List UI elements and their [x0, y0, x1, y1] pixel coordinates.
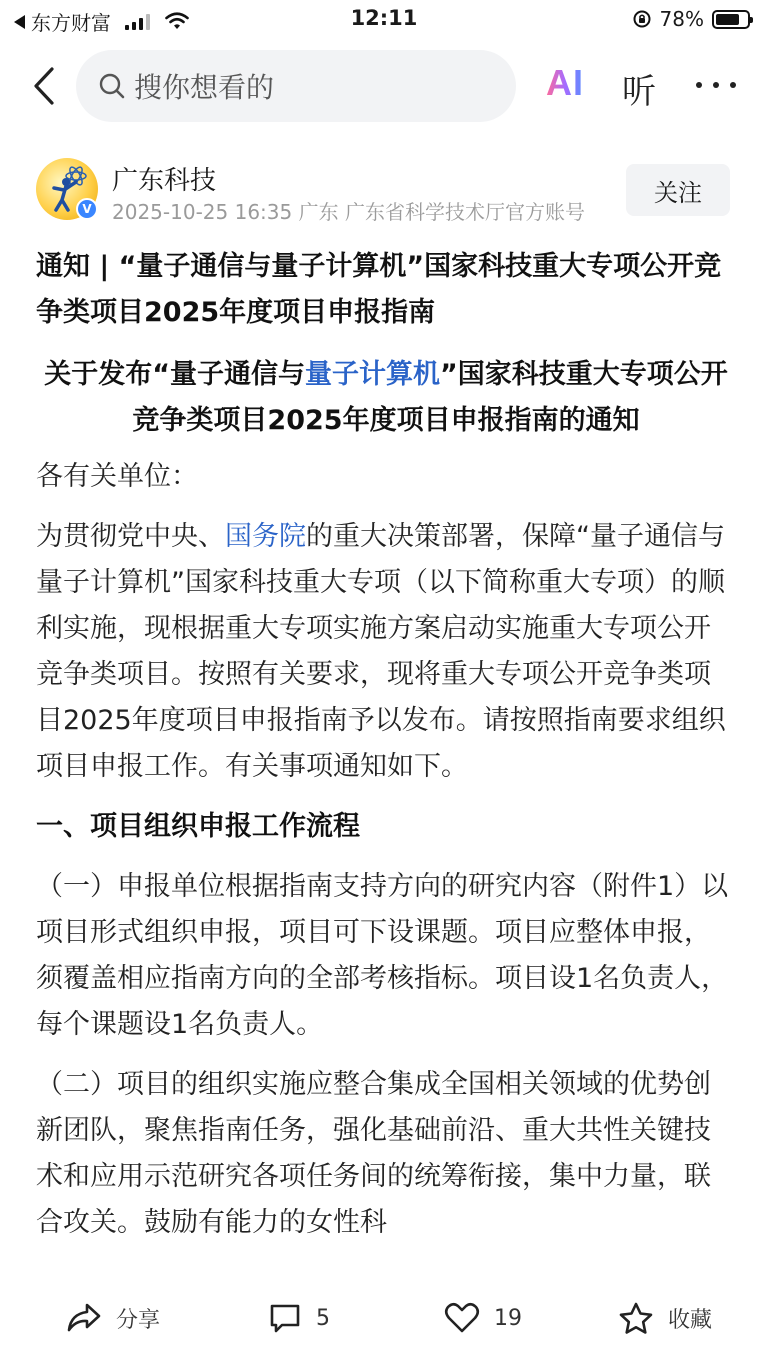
battery-percent: 78%	[659, 7, 704, 31]
author-name[interactable]: 广东科技	[112, 166, 217, 196]
back-app-label: 东方财富	[31, 11, 111, 35]
notice-title-post: ”国家科技重大专项公开竞争类项目2025年度项目申报指南的通知	[132, 359, 728, 436]
back-to-app[interactable]	[14, 7, 190, 36]
search-icon	[98, 72, 126, 100]
author-meta: 2025-10-25 16:35 广东 广东省科学技术厅官方账号	[112, 200, 585, 224]
status-right	[632, 7, 750, 31]
section-heading: 一、项目组织申报工作流程	[36, 811, 360, 842]
notice-title-pre: 关于发布“量子通信与	[44, 359, 305, 390]
more-options-button[interactable]	[696, 68, 736, 102]
state-council-link[interactable]: 国务院	[225, 521, 306, 552]
notice-title	[36, 352, 736, 444]
search-input[interactable]	[76, 50, 516, 122]
paragraph-2: （二）项目的组织实施应整合集成全国相关领域的优势创新团队，聚焦指南任务，强化基础前沿、重大共性关键技术和应用示范研究各项任务间的统筹衔接，集中力量，联合攻关。鼓励有能力的女性科	[36, 1069, 711, 1238]
article-headline: 通知 | “量子通信与量子计算机”国家科技重大专项公开竞争类项目2025年度项目申报指南	[36, 251, 722, 328]
favorite-button[interactable]	[618, 1298, 712, 1338]
follow-button[interactable]: 关注	[626, 164, 730, 216]
greeting: 各有关单位：	[36, 461, 198, 492]
cellular-signal-icon	[125, 14, 150, 30]
quantum-computer-link[interactable]: 量子计算机	[305, 359, 440, 390]
like-button[interactable]	[444, 1298, 522, 1338]
more-dot	[696, 82, 702, 88]
search-placeholder: 搜你想看的	[134, 71, 275, 104]
like-count: 19	[494, 1305, 522, 1331]
wifi-icon	[164, 12, 190, 31]
more-dot	[713, 82, 719, 88]
share-icon	[66, 1302, 102, 1334]
star-icon	[618, 1301, 654, 1335]
comment-count: 5	[316, 1305, 330, 1331]
status-bar	[0, 0, 768, 40]
clock: 12:11	[350, 6, 418, 30]
comment-icon	[268, 1302, 302, 1334]
listen-button[interactable]: 听	[622, 72, 656, 112]
intro-post: 的重大决策部署，保障“量子通信与量子计算机”国家科技重大专项（以下简称重大专项）的顺利实施，现根据重大专项实施方案启动实施重大专项公开竞争类项目。按照有关要求，现将重大专项公开竞争类项目2025年度项目申报指南予以发布。请按照指南要求组织项目申报工作。有关事项通知如下。	[36, 521, 726, 782]
verified-badge-icon: V	[76, 198, 98, 220]
ai-button[interactable]: AI	[546, 62, 584, 103]
author-row	[36, 158, 736, 228]
article-body	[36, 244, 736, 1246]
back-button[interactable]	[24, 64, 64, 108]
share-button[interactable]	[66, 1298, 160, 1338]
top-nav	[0, 46, 768, 126]
comment-button[interactable]	[268, 1298, 330, 1338]
heart-icon	[444, 1302, 480, 1334]
orientation-lock-icon	[632, 9, 652, 29]
chevron-left-icon	[32, 66, 56, 106]
intro-paragraph	[36, 514, 736, 790]
paragraph-1: （一）申报单位根据指南支持方向的研究内容（附件1）以项目形式组织申报，项目可下设课题。项目应整体申报，须覆盖相应指南方向的全部考核指标。项目设1名负责人，每个课题设1名负责人。	[36, 871, 729, 1040]
bottom-action-bar	[0, 1284, 768, 1366]
more-dot	[730, 82, 736, 88]
back-triangle-icon	[14, 15, 25, 29]
share-label: 分享	[116, 1307, 161, 1333]
favorite-label: 收藏	[668, 1307, 713, 1333]
battery-icon	[712, 10, 750, 29]
intro-pre: 为贯彻党中央、	[36, 521, 225, 552]
